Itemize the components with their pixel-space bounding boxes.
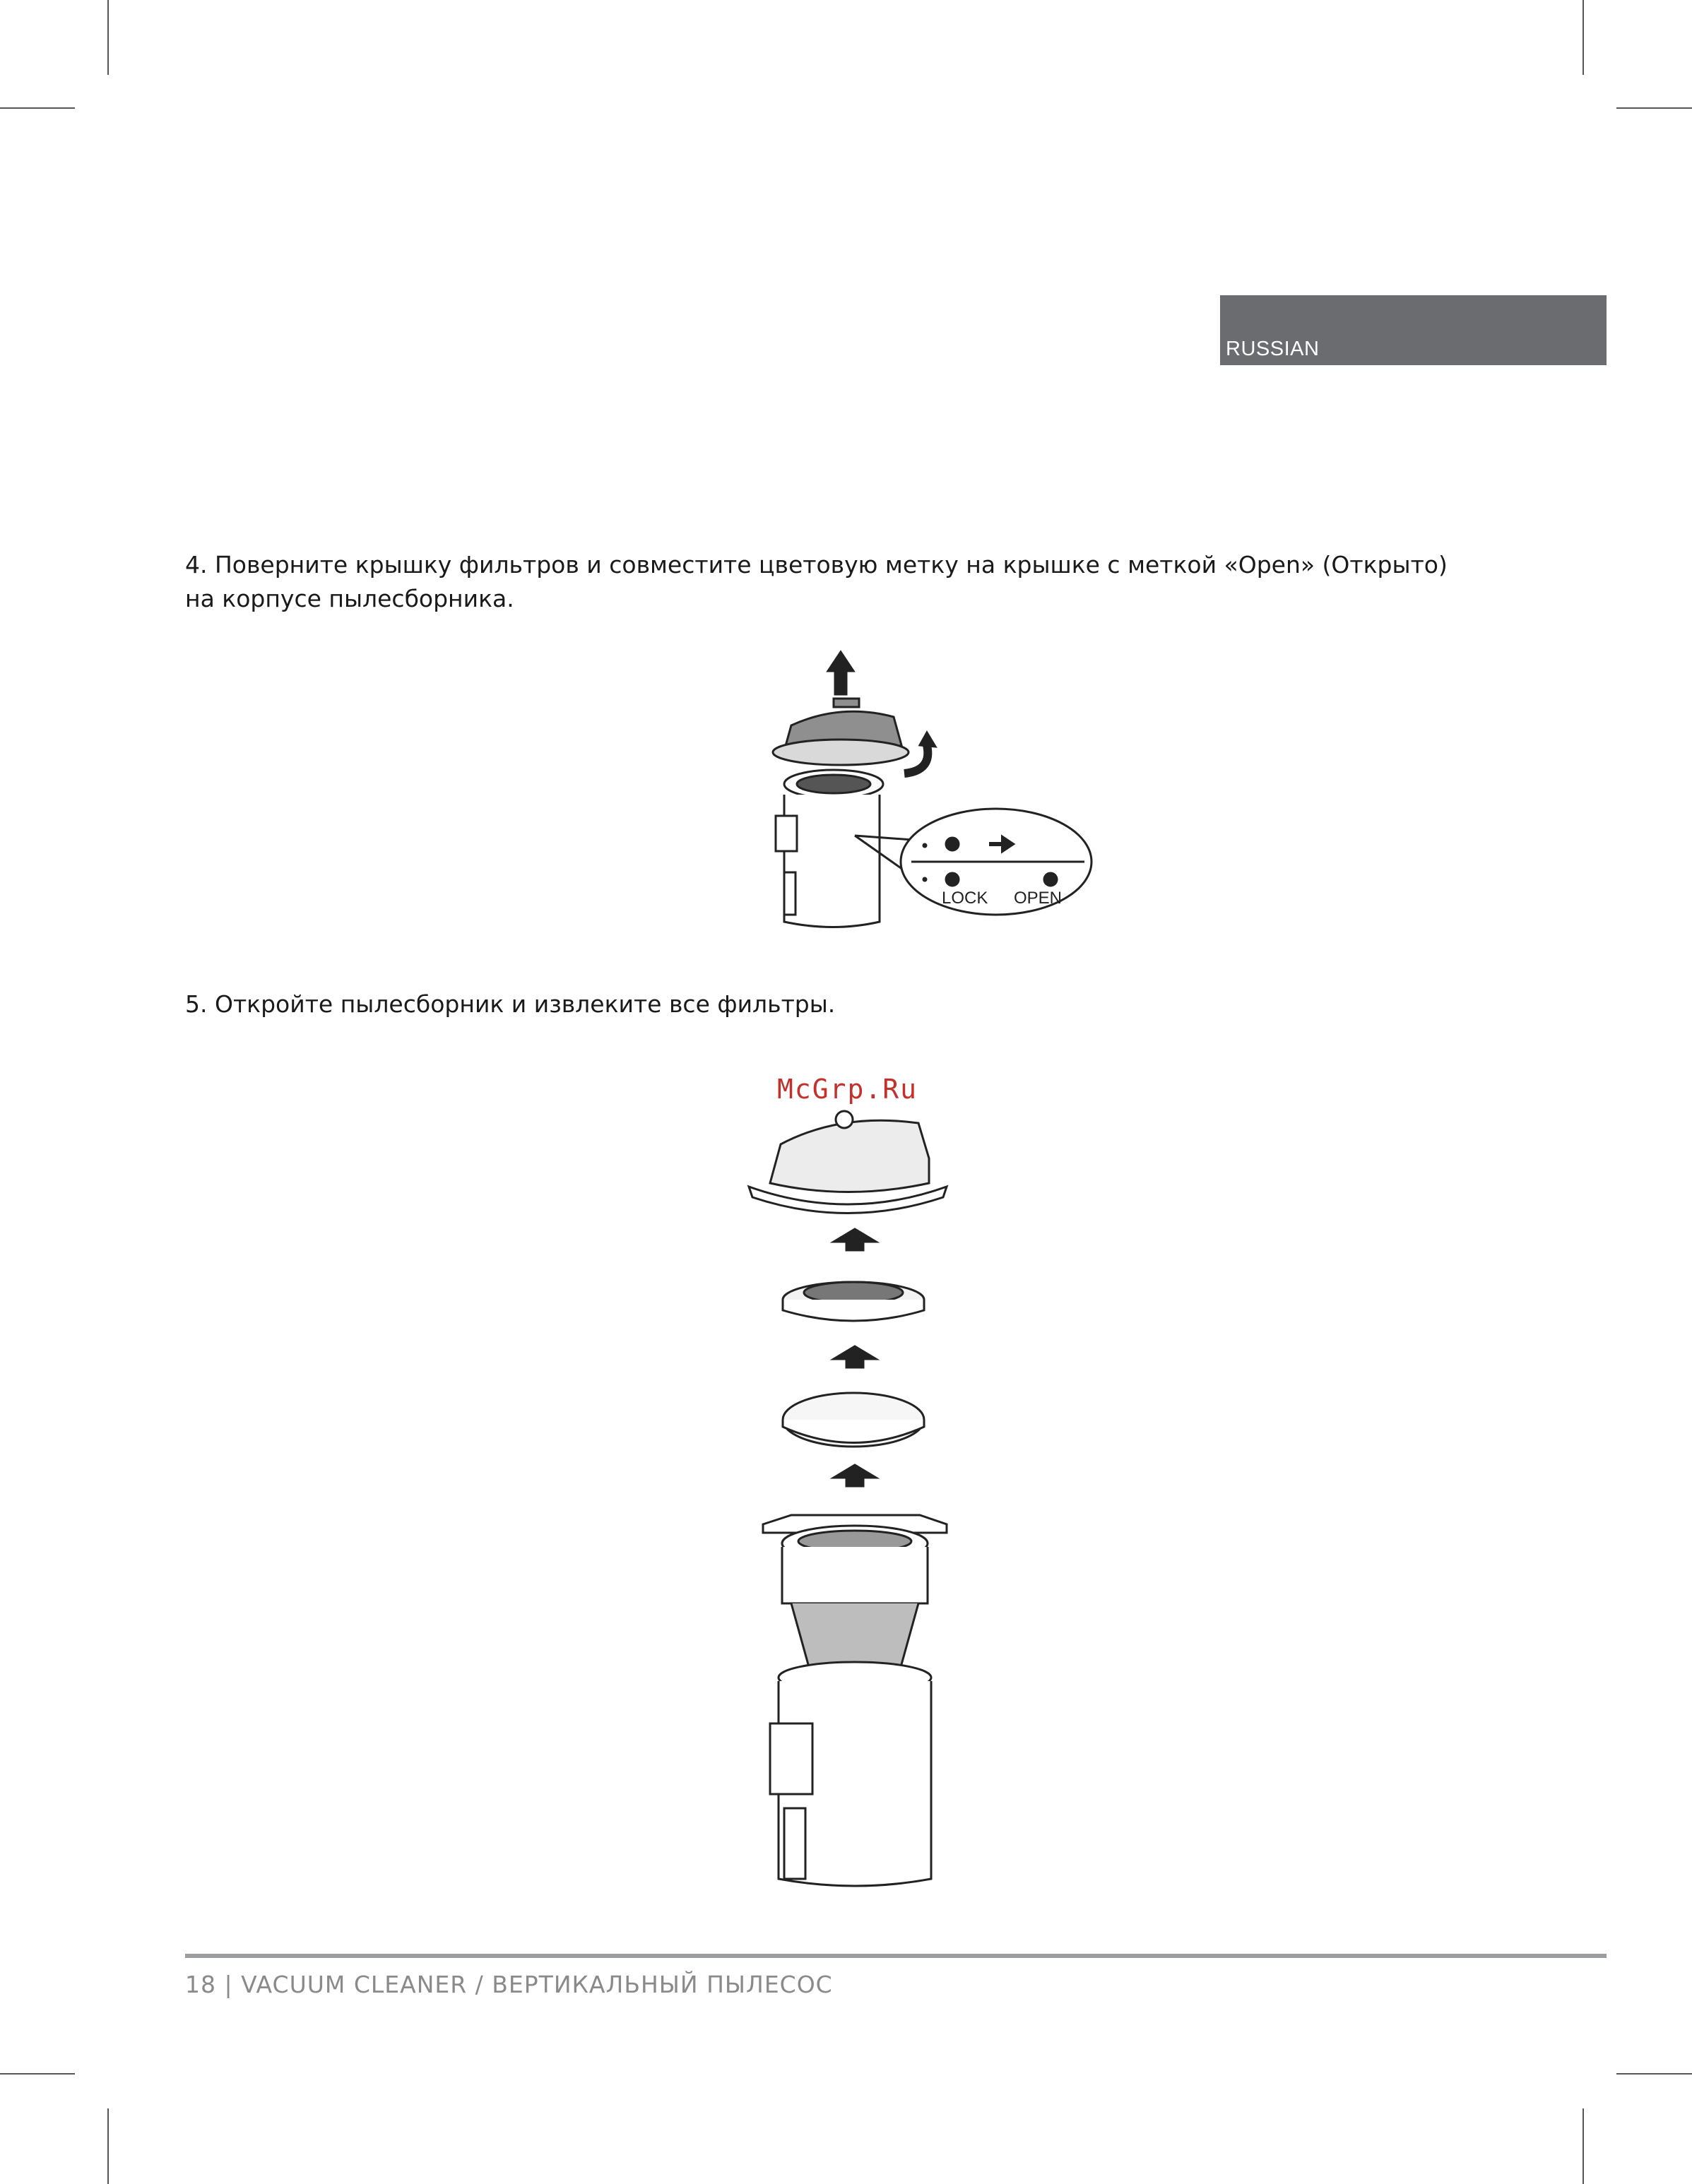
arrow-up-icon [834,1229,876,1250]
arrow-up-icon [828,652,853,694]
crop-mark [0,2073,75,2075]
step-5-line-1: 5. Откройте пылесборник и извлеките все фильтры. [185,990,836,1018]
figure-exploded-filters [742,1081,968,1900]
container-illustration [784,795,880,927]
step-5-instruction [185,987,835,1021]
open-label: OPEN [1014,889,1063,908]
crop-mark [1616,107,1692,109]
crop-mark [107,2108,109,2184]
step-4-line-1: 4. Поверните крышку фильтров и совместите цветовую метку на крышке с меткой «Open» (Открыто) [185,551,1448,578]
crop-mark [0,107,75,109]
footer: 18 | VACUUM CLEANER / ВЕРТИКАЛЬНЫЙ ПЫЛЕСОС [185,1971,833,1998]
crop-mark [1616,2073,1692,2075]
arrow-up-icon [834,1465,876,1486]
step-4-instruction [185,548,1448,616]
watermark: McGrp.Ru [777,1074,918,1105]
crop-mark [1582,2108,1584,2184]
crop-mark [1582,0,1584,75]
crop-mark [107,0,109,75]
figure-rotate-lid [763,646,1102,936]
language-badge [1220,295,1607,365]
lock-label: LOCK [942,889,988,908]
footer-rule [185,1954,1607,1958]
step-4-line-2: на корпусе пылесборника. [185,585,514,612]
lid-illustration [770,1120,929,1192]
language-label: RUSSIAN [1226,338,1320,360]
arrow-up-icon [834,1346,876,1367]
